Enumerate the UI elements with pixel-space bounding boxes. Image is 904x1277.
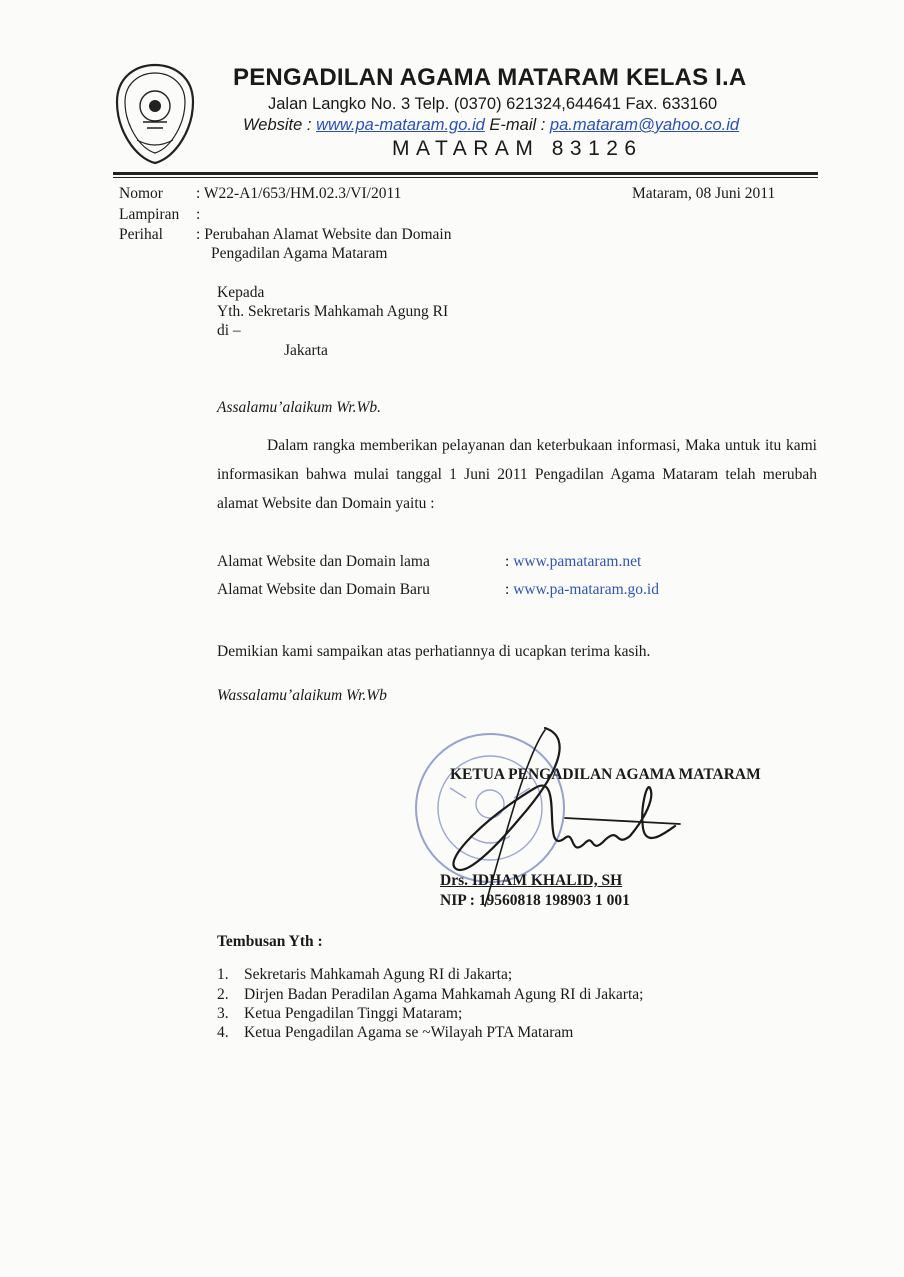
lampiran-value: : bbox=[196, 206, 201, 223]
greeting: Assalamu’alaikum Wr.Wb. bbox=[217, 399, 382, 416]
new-domain-link[interactable]: www.pa-mataram.go.id bbox=[513, 581, 659, 598]
recipient-city: Jakarta bbox=[284, 342, 328, 359]
cc-item: Ketua Pengadilan Tinggi Mataram; bbox=[244, 1005, 463, 1022]
cc-item: Sekretaris Mahkamah Agung RI di Jakarta; bbox=[244, 966, 513, 983]
lampiran-label: Lampiran bbox=[119, 206, 180, 223]
old-domain-link[interactable]: www.pamataram.net bbox=[513, 553, 642, 570]
institution-address: Jalan Langko No. 3 Telp. (0370) 621324,644641 Fax. 633160 bbox=[268, 95, 718, 113]
institution-contact bbox=[243, 116, 739, 135]
institution-name: PENGADILAN AGAMA MATARAM KELAS I.A bbox=[233, 64, 747, 91]
letter-date: Mataram, 08 Juni 2011 bbox=[632, 185, 776, 202]
recipient-kepada: Kepada bbox=[217, 284, 265, 301]
signatory-name: Drs. IDHAM KHALID, SH bbox=[440, 872, 623, 889]
cc-item: Ketua Pengadilan Agama se ~Wilayah PTA Mataram bbox=[244, 1024, 574, 1041]
body-paragraph: Dalam rangka memberikan pelayanan dan keterbukaan informasi, Maka untuk itu kami informasikan bahwa mulai tanggal 1 Juni 2011 Pengadilan Agama Mataram telah merubah alamat Website dan Domain yaitu : bbox=[217, 437, 817, 512]
cc-item: Dirjen Badan Peradilan Agama Mahkamah Agung RI di Jakarta; bbox=[244, 986, 644, 1003]
email-label: E-mail : bbox=[489, 116, 546, 134]
header-rule-thick bbox=[113, 172, 818, 175]
cc-item-number: 1. bbox=[217, 966, 229, 983]
signatory-title: KETUA PENGADILAN AGAMA MATARAM bbox=[450, 766, 761, 783]
nomor-label: Nomor bbox=[119, 185, 163, 202]
old-domain-value: : www.pamataram.net bbox=[505, 553, 642, 570]
recipient-di: di – bbox=[217, 322, 241, 339]
header-rule-thin bbox=[113, 177, 818, 178]
website-label: Website : bbox=[243, 116, 312, 134]
cc-heading: Tembusan Yth : bbox=[217, 933, 323, 950]
old-domain-label: Alamat Website dan Domain lama bbox=[217, 553, 430, 570]
institution-logo bbox=[113, 62, 197, 166]
nomor-value: : W22-A1/653/HM.02.3/VI/2011 bbox=[196, 185, 402, 202]
new-domain-label: Alamat Website dan Domain Baru bbox=[217, 581, 430, 598]
new-domain-value: : www.pa-mataram.go.id bbox=[505, 581, 659, 598]
cc-item-number: 4. bbox=[217, 1024, 229, 1041]
closing-text: Demikian kami sampaikan atas perhatiannya di ucapkan terima kasih. bbox=[217, 643, 651, 660]
cc-item-number: 3. bbox=[217, 1005, 229, 1022]
website-link[interactable]: www.pa-mataram.go.id bbox=[316, 116, 485, 134]
email-link[interactable]: pa.mataram@yahoo.co.id bbox=[549, 116, 740, 134]
city-postal: MATARAM 83126 bbox=[392, 137, 643, 160]
perihal-label: Perihal bbox=[119, 226, 163, 243]
recipient-name: Yth. Sekretaris Mahkamah Agung RI bbox=[217, 303, 449, 320]
perihal-value: : Perubahan Alamat Website dan Domain bbox=[196, 226, 452, 243]
cc-item-number: 2. bbox=[217, 986, 229, 1003]
signatory-nip: NIP : 19560818 198903 1 001 bbox=[440, 892, 630, 909]
perihal-value-line2: Pengadilan Agama Mataram bbox=[211, 245, 388, 262]
farewell: Wassalamu’alaikum Wr.Wb bbox=[217, 687, 387, 704]
